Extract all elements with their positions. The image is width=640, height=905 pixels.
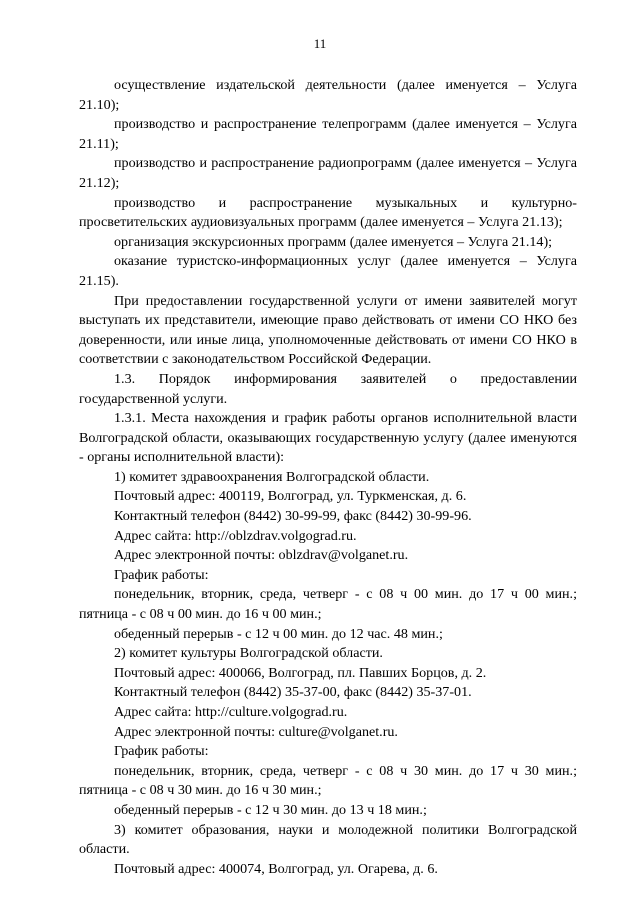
paragraph: Адрес сайта: http://culture.volgograd.ru. bbox=[114, 704, 348, 720]
paragraph: производство и распространение радиопрограмм (далее именуется – Услуга 21.12); bbox=[79, 155, 577, 191]
paragraph: 1) комитет здравоохранения Волгоградской области. bbox=[114, 468, 430, 485]
page-number: 11 bbox=[313, 36, 327, 51]
paragraph: Почтовый адрес: 400119, Волгоград, ул. Туркменская, д. 6. bbox=[114, 488, 467, 505]
paragraph: Почтовый адрес: 400074, Волгоград, ул. Огарева, д. 6. bbox=[114, 860, 438, 877]
paragraph: оказание туристско-информационных услуг (далее именуется – Услуга 21.15). bbox=[79, 253, 577, 289]
paragraph: 1.3. Порядок информирования заявителей о предоставлении государственной услуги. bbox=[79, 370, 577, 407]
paragraph: осуществление издательской деятельности (далее именуется – Услуга 21.10); bbox=[79, 77, 577, 113]
paragraph: 3) комитет образования, науки и молодежной политики Волгоградской области. bbox=[79, 821, 577, 858]
paragraph: обеденный перерыв - с 12 ч 00 мин. до 12 час. 48 мин.; bbox=[114, 625, 443, 642]
paragraph: организация экскурсионных программ (далее именуется – Услуга 21.14); bbox=[114, 233, 553, 250]
paragraph: График работы: bbox=[114, 743, 209, 760]
paragraph: производство и распространение телепрограмм (далее именуется – Услуга 21.11); bbox=[79, 116, 577, 152]
paragraph: Контактный телефон (8442) 30-99-99, факс (8442) 30-99-96. bbox=[114, 508, 472, 525]
paragraph: При предоставлении государственной услуги от имени заявителей могут выступать их представители, имеющие право действовать от имени СО НКО без доверенности, или иные лица, уполномоченные действовать от имени СО НКО в соответствии с законодательством Российской Федерации. bbox=[79, 292, 577, 368]
paragraph: обеденный перерыв - с 12 ч 30 мин. до 13 ч 18 мин.; bbox=[114, 801, 427, 818]
paragraph: Адрес электронной почты: culture@volganet.ru. bbox=[114, 723, 398, 740]
paragraph: производство и распространение музыкальных и культурно-просветительских аудиовизуальных программ (далее именуется – Услуга 21.13); bbox=[79, 194, 577, 231]
paragraph: График работы: bbox=[114, 566, 209, 583]
document-body bbox=[79, 76, 577, 879]
paragraph: понедельник, вторник, среда, четверг - с 08 ч 00 мин. до 17 ч 00 мин.; пятница - с 08 ч 00 мин. до 16 ч 00 мин.; bbox=[79, 586, 577, 623]
paragraph: 2) комитет культуры Волгоградской области. bbox=[114, 645, 383, 662]
paragraph: Адрес электронной почты: oblzdrav@volganet.ru. bbox=[114, 547, 409, 564]
paragraph: Адрес сайта: http://oblzdrav.volgograd.ru. bbox=[114, 527, 357, 544]
paragraph: понедельник, вторник, среда, четверг - с 08 ч 30 мин. до 17 ч 30 мин.; пятница - с 08 ч 30 мин. до 16 ч 30 мин.; bbox=[79, 762, 577, 799]
paragraph: 1.3.1. Места нахождения и график работы органов исполнительной власти Волгоградской области, оказывающих государственную услугу (далее именуются - органы исполнительной власти): bbox=[79, 410, 577, 466]
paragraph: Контактный телефон (8442) 35-37-00, факс (8442) 35-37-01. bbox=[114, 684, 472, 701]
paragraph: Почтовый адрес: 400066, Волгоград, пл. Павших Борцов, д. 2. bbox=[114, 664, 487, 681]
